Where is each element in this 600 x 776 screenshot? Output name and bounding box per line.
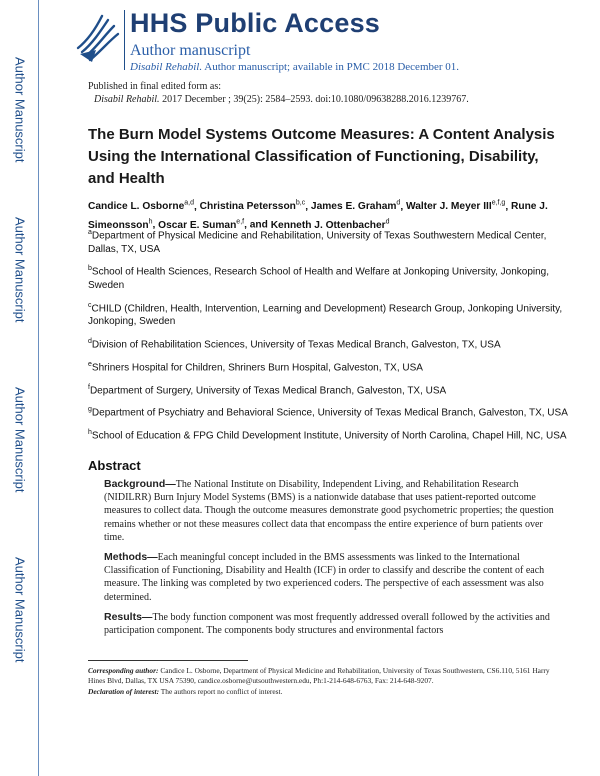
abstract-background: Background—The National Institute on Disability, Independent Living, and Rehabilitation Research (NIDILRR) Burn Injury Model Systems (BMS) is a nationwide database that uses patient-reported outcome measures to collect data. Though the outcome measures demonstrate good psychometric properties; the question remains whether or not these measures collect data that encompass the entire experience of burn patients over time. — [104, 478, 554, 543]
header-divider — [124, 10, 125, 70]
hhs-eagle-logo-icon — [72, 10, 122, 66]
author: Oscar E. Suman$^{e,f}$ — [158, 218, 245, 231]
side-label-1: Author Manuscript — [12, 57, 28, 163]
header — [52, 6, 572, 72]
affiliation: $^g$Department of Psychiatry and Behavioral Science, University of Texas Medical Branch, Galveston, TX, USA — [88, 406, 568, 419]
author-list: Candice L. Osborne$^{a,d}$, Christina Petersson$^{b,c}$, James E. Graham$^d$, Walter J. Meyer III$^{e,f,g}$, Rune J. Simeonsson$^h$, Oscar E. Suman$^{e,f}$, and Kenneth J. Ottenbacher$^d$ — [88, 200, 548, 231]
abstract-body — [104, 478, 564, 644]
affiliation: $^c$CHILD (Children, Health, Intervention, Learning and Development) Research Group, Jonkoping University, Jonkoping, Sweden — [88, 301, 563, 328]
side-strip — [0, 0, 40, 776]
published-label: Published in final edited form as: — [88, 81, 222, 92]
side-label-2: Author Manuscript — [12, 217, 28, 323]
author-manuscript-subtitle: Author manuscript — [130, 42, 251, 59]
footnote-divider — [88, 660, 248, 661]
author: Kenneth J. Ottenbacher$^d$ — [270, 218, 390, 231]
author: Candice L. Osborne$^{a,d}$ — [88, 200, 194, 213]
affiliations — [88, 226, 568, 449]
article-title: The Burn Model Systems Outcome Measures: A Content Analysis Using the International Classification of Functioning, Disability, and Health — [88, 126, 555, 187]
author: Walter J. Meyer III$^{e,f,g}$ — [406, 200, 506, 213]
side-divider — [38, 0, 39, 776]
author: Rune J. Simeonsson$^h$ — [88, 201, 548, 231]
affiliation: $^b$School of Health Sciences, Research School of Health and Welfare at Jonkoping University, Jonkoping, Sweden — [88, 265, 550, 292]
abstract-results: Results—The body function component was most frequently addressed overall followed by the activities and participation component. The components body structures and environmental factors — [104, 610, 550, 637]
journal-availability: Disabil Rehabil. Author manuscript; available in PMC 2018 December 01. — [130, 61, 460, 73]
affiliation: $^d$Division of Rehabilitation Sciences, University of Texas Medical Branch, Galveston, TX, USA — [88, 337, 501, 351]
abstract-heading: Abstract — [88, 458, 141, 473]
citation: Disabil Rehabil. 2017 December ; 39(25): 2584–2593. doi:10.1080/09638288.2016.1239767. — [94, 94, 469, 105]
affiliation: $^a$Department of Physical Medicine and Rehabilitation, University of Texas Southwestern Medical Center, Dallas, TX, USA — [88, 229, 547, 255]
side-label-3: Author Manuscript — [12, 387, 28, 493]
affiliation: $^f$Department of Surgery, University of Texas Medical Branch, Galveston, TX, USA — [88, 383, 447, 396]
hhs-public-access-title: HHS Public Access — [130, 8, 380, 38]
footnote — [88, 666, 568, 697]
affiliation: $^h$School of Education & FPG Child Development Institute, University of North Carolina, Chapel Hill, NC, USA — [88, 429, 567, 442]
publication-info — [88, 80, 469, 106]
affiliation: $^e$Shriners Hospital for Children, Shriners Burn Hospital, Galveston, TX, USA — [88, 360, 423, 374]
corresponding-author: Corresponding author: Candice L. Osborne, Department of Physical Medicine and Rehabilitation, University of Texas Southwestern, CS6.110, 5161 Harry Hines Blvd, Dallas, TX USA 75390, candice.osborne@utsouthwestern.edu, Ph:1-214-648-6763, Fax: 214-648-9207. — [88, 666, 550, 685]
author: James E. Graham$^d$ — [310, 200, 401, 213]
side-label-4: Author Manuscript — [12, 557, 28, 663]
abstract-methods: Methods—Each meaningful concept included in the BMS assessments was linked to the International Classification of Functioning, Disability and Health (ICF) in order to classify and describe the content of each measure. The linking was completed by two experienced coders. The perspective of each assessment was also determined. — [104, 551, 545, 603]
author: Christina Petersson$^{b,c}$ — [199, 200, 306, 213]
declaration-of-interest: Declaration of interest: The authors report no conflict of interest. — [88, 687, 283, 697]
